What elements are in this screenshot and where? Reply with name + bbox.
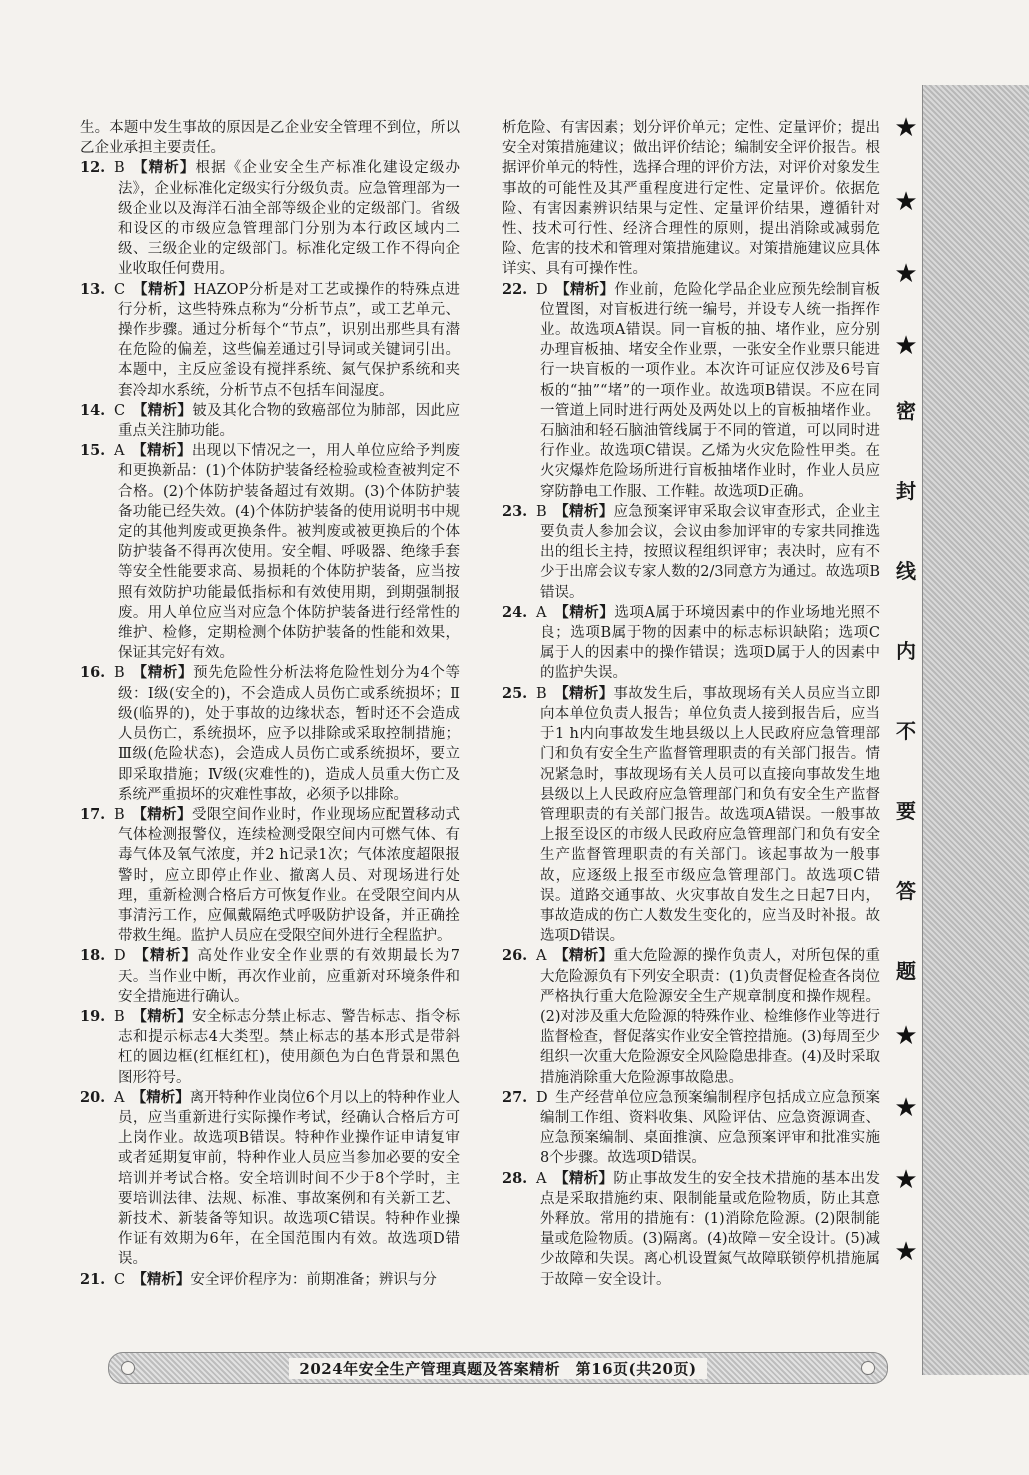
answer-item: [80, 946, 460, 1007]
answer-letter: B: [114, 1008, 125, 1025]
analysis-text: 生产经营单位应急预案编制程序包括成立应急预案编制工作组、资料收集、风险评估、应急资源调查、应急预案编制、桌面推演、应急预案评审和批准实施8个步骤。故选项D错误。: [540, 1089, 880, 1167]
answer-item: [502, 1169, 880, 1290]
footer-dot-right: [861, 1361, 875, 1375]
question-number: 14.: [80, 401, 106, 419]
analysis-tag: 【精析】: [553, 502, 614, 520]
seal-char: 密: [896, 399, 916, 423]
analysis-tag: 【精析】: [131, 805, 192, 823]
analysis-text: 重大危险源的操作负责人，对所包保的重大危险源负有下列安全职责：(1)负责督促检查各岗位严格执行重大危险源安全生产规章制度和操作规程。(2)对涉及重大危险源的特殊作业、检维修作业等进行监督检查，督促落实作业安全管控措施。(3)每周至少组织一次重大危险源安全风险隐患排查。(4)及时采取措施消除重大危险源事故隐患。: [540, 948, 881, 1086]
answer-item: [80, 1088, 460, 1270]
analysis-tag: 【精析】: [132, 947, 198, 965]
analysis-tag: 【精析】: [553, 603, 615, 621]
answer-item: [80, 805, 460, 946]
question-number: 17.: [80, 805, 106, 823]
answer-letter: D: [114, 948, 126, 965]
answer-letter: B: [114, 160, 125, 177]
star-icon: ★: [894, 259, 918, 289]
star-icon: ★: [894, 331, 918, 361]
answer-letter: B: [114, 665, 125, 682]
seal-char: 不: [896, 719, 916, 743]
star-icon: ★: [894, 1165, 918, 1195]
seal-char: 内: [896, 639, 916, 663]
answer-item: [502, 502, 880, 603]
question-number: 27.: [502, 1088, 528, 1106]
analysis-text: 作业前，危险化学品企业应预先绘制盲板位置图，对盲板进行统一编号，并设专人统一指挥作业。故选项A错误。同一盲板的抽、堵作业，应分别办理盲板抽、堵安全作业票，一张安全作业票只能进行一块盲板的一项作业。本次许可证应仅涉及6号盲板的“抽”“堵”的一项作业。故选项B错误。不应在同一管道上同时进行两处及两处以上的盲板抽堵作业。石脑油和轻石脑油管线属于不同的管道，可以同时进行作业。故选项C错误。乙烯为火灾危险性甲类。在火灾爆炸危险场所进行盲板抽堵作业时，作业人员应穿防静电工作服、工作鞋。故选项D正确。: [540, 281, 881, 500]
question-number: 23.: [502, 502, 528, 520]
page-footer: [108, 1352, 888, 1384]
analysis-tag: 【精析】: [131, 664, 194, 682]
answer-letter: B: [114, 806, 125, 823]
answer-continuation: [80, 118, 460, 158]
analysis-tag: 【精析】: [131, 1007, 192, 1025]
analysis-text: 出现以下情况之一，用人单位应给予判废和更换新品：(1)个体防护装备经检验或检查被判定不合格。(2)个体防护装备超过有效期。(3)个体防护装备功能已经失效。(4)个体防护装备的使用说明书中规定的其他判废或更换条件。被判废或被更换后的个体防护装备不得再次使用。安全帽、呼吸器、绝缘手套等安全性能要求高、易损耗的个体防护装备，应当按照有效防护功能最低指标和有效使用期，到期强制报废。用人单位应当对应急个体防护装备进行经常性的维护、检修，定期检测个体防护装备的性能和效果，保证其完好有效。: [118, 443, 461, 662]
analysis-tag: 【精析】: [553, 1169, 614, 1187]
answer-letter: A: [536, 604, 547, 621]
answer-item: [80, 280, 460, 401]
analysis-text: 事故发生后，事故现场有关人员应当立即向本单位负责人报告；单位负责人接到报告后，应当于1 h内向事故发生地县级以上人民政府应急管理部门和负有安全生产监督管理职责的有关部门报告。情况紧急时，事故现场有关人员可以直接向事故发生地县级以上人民政府应急管理部门和负有安全生产监督管理职责的有关部门报告。故选项A错误。一般事故上报至设区的市级人民政府应急管理部门和负有安全生产监督管理职责的有关部门。该起事故为一般事故，应逐级上报至市级应急管理部门。故选项C错误。道路交通事故、火灾事故自发生之日起7日内，事故造成的伤亡人数发生变化的，应当及时补报。故选项D错误。: [540, 685, 881, 945]
answer-item: [502, 603, 880, 684]
analysis-text: 根据《企业安全生产标准化建设定级办法》，企业标准化定级实行分级负责。应急管理部为一级企业以及海洋石油全部等级企业的定级部门。省级和设区的市级应急管理部门分别为本行政区域内二级、三级企业的定级部门。标准化定级工作不得向企业收取任何费用。: [118, 160, 461, 278]
answer-item: [80, 1270, 460, 1290]
analysis-tag: 【精析】: [554, 280, 615, 298]
question-number: 26.: [502, 947, 528, 965]
seal-char: 封: [896, 479, 916, 503]
answer-item: [80, 441, 460, 663]
analysis-tag: 【精析】: [132, 401, 193, 419]
answer-item: [80, 401, 460, 441]
seal-char: 题: [896, 959, 916, 983]
seal-line-sidebar: [890, 95, 922, 1370]
analysis-text: 析危险、有害因素；划分评价单元；定性、定量评价；提出安全对策措施建议；做出评价结论；编制安全评价报告。根据评价单元的特性，选择合理的评价方法，对评价对象发生事故的可能性及其严重程度进行定性、定量评价。依据危险、有害因素辨识结果与定性、定量评价结果，遵循针对性、技术可行性、经济合理性的原则，提出消除或减弱危险、危害的技术和管理对策措施建议。对策措施建议应具体详实、具有可操作性。: [502, 120, 880, 278]
analysis-tag: 【精析】: [132, 280, 194, 298]
right-column: [502, 118, 880, 1290]
question-number: 19.: [80, 1007, 106, 1025]
answer-item: [502, 1088, 880, 1169]
analysis-text: 预先危险性分析法将危险性划分为4个等级：Ⅰ级(安全的)，不会造成人员伤亡或系统损坏；Ⅱ级(临界的)，处于事故的边缘状态，暂时还不会造成人员伤亡，系统损坏，应予以排除或采取控制措施；Ⅲ级(危险状态)，会造成人员伤亡或系统损坏，要立即采取措施；Ⅳ级(灾难性的)，造成人员重大伤亡及系统严重损坏的灾难性事故，必须予以排除。: [118, 665, 460, 803]
star-icon: ★: [894, 187, 918, 217]
question-number: 20.: [80, 1088, 106, 1106]
answer-letter: D: [536, 1089, 548, 1106]
answer-item: [502, 946, 880, 1087]
question-number: 21.: [80, 1270, 106, 1288]
analysis-text: 离开特种作业岗位6个月以上的特种作业人员，应当重新进行实际操作考试，经确认合格后方可上岗作业。故选项B错误。特种作业操作证申请复审或者延期复审前，特种作业人员应当参加必要的安全培训并考试合格。安全培训时间不少于8个学时，主要培训法律、法规、标准、事故案例和有关新工艺、新技术、新装备等知识。故选项C错误。特种作业操作证有效期为6年，在全国范围内有效。故选项D错误。: [118, 1089, 460, 1268]
question-number: 25.: [502, 684, 528, 702]
binding-edge-pattern: [922, 85, 1029, 1375]
question-number: 22.: [502, 280, 528, 298]
question-number: 15.: [80, 442, 106, 460]
question-number: 13.: [80, 280, 106, 298]
answer-letter: D: [536, 281, 548, 298]
answer-continuation: [502, 118, 880, 280]
analysis-text: 安全标志分禁止标志、警告标志、指令标志和提示标志4大类型。禁止标志的基本形式是带斜杠的圆边框(红框红杠)，使用颜色为白色背景和黑色图形符号。: [118, 1008, 461, 1086]
question-number: 18.: [80, 947, 106, 965]
star-icon: ★: [894, 1021, 918, 1051]
analysis-tag: 【精析】: [132, 1270, 191, 1288]
analysis-text: HAZOP分析是对工艺或操作的特殊点进行分析，这些特殊点称为“分析节点”，或工艺单元、操作步骤。通过分析每个“节点”，识别出那些具有潜在危险的偏差，这些偏差通过引导词或关键词引出。本题中，主反应釜设有搅拌系统、氮气保护系统和夹套冷却水系统，分析节点不包括车间湿度。: [118, 281, 460, 399]
star-icon: ★: [894, 113, 918, 143]
analysis-text: 铍及其化合物的致癌部位为肺部，因此应重点关注肺功能。: [118, 402, 461, 440]
seal-char: 线: [896, 559, 916, 583]
seal-char: 答: [896, 879, 916, 903]
answer-letter: A: [114, 1089, 125, 1106]
analysis-text: 生。本题中发生事故的原因是乙企业安全管理不到位，所以乙企业承担主要责任。: [80, 120, 460, 157]
answer-letter: B: [536, 503, 547, 520]
analysis-text: 受限空间作业时，作业现场应配置移动式气体检测报警仪，连续检测受限空间内可燃气体、有毒气体及氧气浓度，并2 h记录1次；气体浓度超限报警时，应立即停止作业、撤离人员、对现场进行处理，重新检测合格后方可恢复作业。在受限空间内从事清污工作，应佩戴隔绝式呼吸防护设备，并正确拴带救生绳。监护人员应在受限空间外进行全程监护。: [118, 806, 461, 945]
star-icon: ★: [894, 1237, 918, 1267]
footer-text: 2024年安全生产管理真题及答案精析 第16页(共20页): [289, 1358, 706, 1379]
star-icon: ★: [894, 1093, 918, 1123]
answer-item: [502, 280, 880, 502]
analysis-text: 高处作业安全作业票的有效期最长为7天。当作业中断，再次作业前，应重新对环境条件和安全措施进行确认。: [118, 948, 460, 1005]
seal-char: 要: [896, 799, 916, 823]
analysis-tag: 【精析】: [553, 684, 614, 702]
question-number: 12.: [80, 159, 106, 177]
left-column: [80, 118, 460, 1290]
answer-item: [502, 684, 880, 947]
analysis-tag: 【精析】: [131, 159, 196, 177]
analysis-text: 应急预案评审采取会议审查形式，企业主要负责人参加会议，会议由参加评审的专家共同推选出的组长主持，按照议程组织评审；表决时，应有不少于出席会议专家人数的2/3同意方为通过。故选项B错误。: [540, 503, 881, 601]
answer-letter: C: [114, 281, 126, 298]
answer-letter: C: [114, 402, 126, 419]
answer-letter: A: [536, 948, 547, 965]
analysis-tag: 【精析】: [553, 947, 614, 965]
analysis-text: 安全评价程序为：前期准备；辨识与分: [190, 1271, 437, 1288]
question-number: 24.: [502, 603, 528, 621]
answer-item: [80, 1007, 460, 1088]
answer-letter: B: [536, 685, 547, 702]
answer-item: [80, 158, 460, 279]
analysis-text: 防止事故发生的安全技术措施的基本出发点是采取措施约束、限制能量或危险物质，防止其意外释放。常用的措施有：(1)消除危险源。(2)限制能量或危险物质。(3)隔离。(4)故障－安全设计。(5)减少故障和失误。离心机设置氮气故障联锁停机措施属于故障－安全设计。: [540, 1170, 881, 1288]
answer-letter: A: [536, 1170, 547, 1187]
answer-letter: A: [114, 443, 125, 460]
analysis-tag: 【精析】: [131, 1088, 190, 1106]
question-number: 16.: [80, 664, 106, 682]
analysis-tag: 【精析】: [131, 442, 192, 460]
footer-dot-left: [121, 1361, 135, 1375]
answer-item: [80, 663, 460, 804]
question-number: 28.: [502, 1169, 528, 1187]
analysis-text: 选项A属于环境因素中的作业场地光照不良；选项B属于物的因素中的标志标识缺陷；选项C属于人的因素中的操作错误；选项D属于人的因素中的监护失误。: [540, 604, 880, 682]
answer-letter: C: [114, 1271, 126, 1288]
